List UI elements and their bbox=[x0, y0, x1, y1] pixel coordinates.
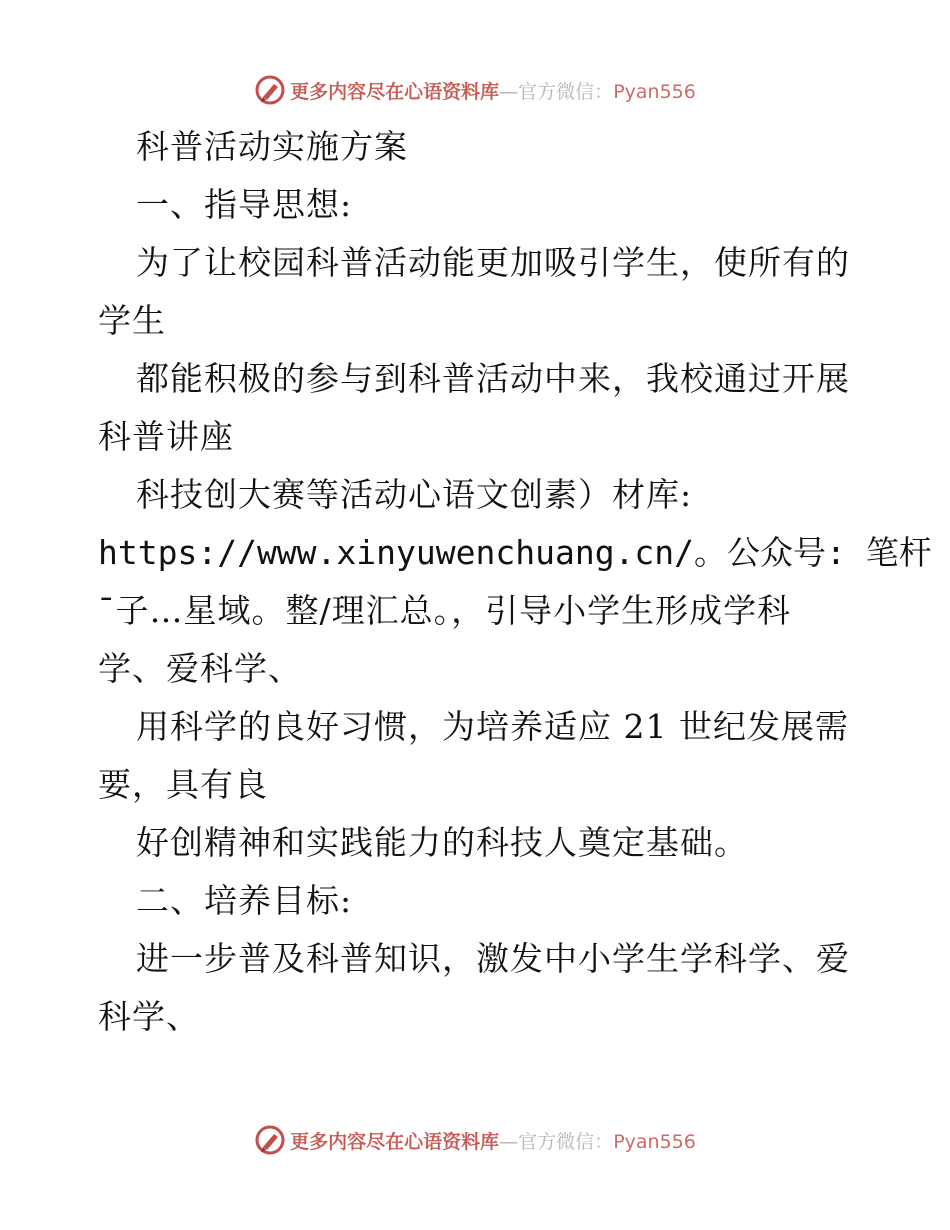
document-line: 科普活动实施方案 bbox=[136, 127, 408, 166]
document-line: 学生 bbox=[98, 301, 166, 340]
document-line: 为了让校园科普活动能更加吸引学生，使所有的 bbox=[136, 243, 850, 282]
banner-dash: — bbox=[499, 80, 519, 103]
banner-wechat-label: 官方微信： bbox=[518, 80, 614, 103]
document-line: 科普讲座 bbox=[98, 417, 234, 456]
document-line: 科学、 bbox=[98, 997, 200, 1036]
pen-logo-icon bbox=[254, 74, 286, 106]
document-body bbox=[98, 118, 932, 1046]
document-line: 用科学的良好习惯，为培养适应 21 世纪发展需 bbox=[136, 707, 849, 746]
document-line: 学、爱科学、 bbox=[98, 649, 302, 688]
document-line: 都能积极的参与到科普活动中来，我校通过开展 bbox=[136, 359, 850, 398]
pen-logo-icon bbox=[254, 1124, 286, 1156]
document-line: 一、指导思想: bbox=[136, 185, 353, 224]
document-line: 二、培养目标: bbox=[136, 881, 353, 920]
footer-banner bbox=[0, 1120, 950, 1160]
banner-wechat-id: Pyan556 bbox=[613, 1130, 696, 1153]
banner-dash: — bbox=[499, 1130, 519, 1153]
document-line: 好创精神和实践能力的科技人奠定基础。 bbox=[136, 823, 748, 862]
banner-main-text: 更多内容尽在心语资料库 bbox=[290, 1130, 500, 1153]
header-banner bbox=[0, 70, 950, 110]
document-line: 要，具有良 bbox=[98, 765, 268, 804]
document-line: https://www.xinyuwenchuang.cn/。公众号: 笔杆 bbox=[98, 533, 932, 572]
banner-main-text: 更多内容尽在心语资料库 bbox=[290, 80, 500, 103]
banner-text bbox=[290, 1127, 696, 1154]
document-line: 科技创大赛等活动心语文创素）材库: bbox=[136, 475, 693, 514]
banner-wechat-label: 官方微信： bbox=[518, 1130, 614, 1153]
document-line: 进一步普及科普知识，激发中小学生学科学、爱 bbox=[136, 939, 850, 978]
banner-wechat-id: Pyan556 bbox=[613, 80, 696, 103]
banner-text bbox=[290, 77, 696, 104]
document-line: ¯子…星域。整/理汇总。，引导小学生形成学科 bbox=[98, 591, 792, 630]
